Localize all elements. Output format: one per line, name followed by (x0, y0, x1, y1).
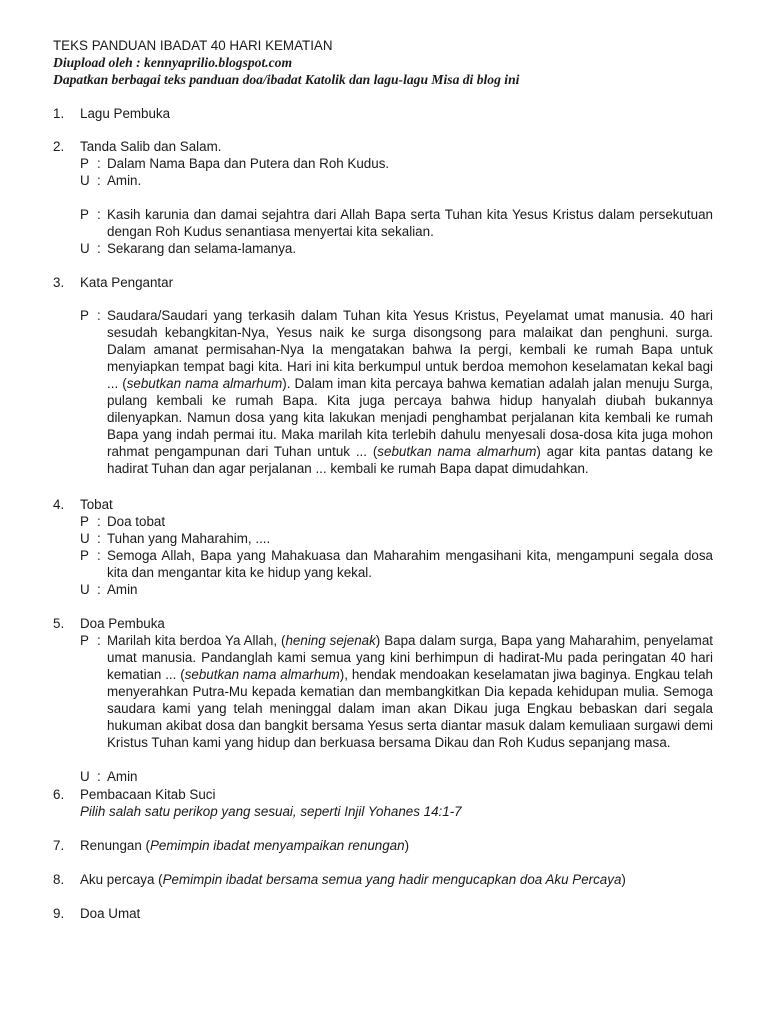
section-number: 5. (53, 616, 65, 631)
dialog-line (80, 768, 713, 785)
section-number: 2. (53, 139, 65, 154)
section-doa-pembuka (53, 615, 713, 787)
speaker-label: P (80, 633, 89, 648)
line-text: Doa tobat (107, 514, 166, 529)
section-number: 1. (53, 106, 65, 121)
colon: : (97, 514, 101, 529)
speaker-label: U (80, 582, 90, 597)
text-run: ) Bapa dalam surga, Bapa yang Maharahim, penyelamat umat manusia. Pandanglah kami semua yang kini berhimpun di hadirat-Mu pada peringatan 40 hari kematian ... ( (107, 633, 714, 682)
section-kata-pengantar (53, 274, 713, 484)
colon: : (97, 531, 101, 546)
colon: : (97, 582, 101, 597)
line-text: Sekarang dan selama-lamanya. (107, 241, 297, 256)
text-run: ) (621, 872, 626, 887)
speaker-label: P (80, 548, 89, 563)
colon: : (97, 207, 101, 222)
section-title: Pembacaan Kitab Suci (80, 787, 216, 802)
italic-instruction: sebutkan nama almarhum (126, 376, 283, 391)
colon: : (97, 633, 101, 648)
italic-instruction: hening sejenak (285, 633, 376, 648)
section-title: Lagu Pembuka (80, 106, 171, 121)
blog-note-line: Dapatkan berbagai teks panduan doa/ibadat Katolik dan lagu-lagu Misa di blog ini (53, 72, 520, 87)
text-run: ) (404, 838, 410, 853)
dialog-line (80, 632, 713, 768)
section-number: 8. (53, 872, 65, 887)
dialog-line (80, 530, 713, 547)
line-text: Amin (107, 769, 138, 784)
text-run: ). Dalam iman kita percaya bahwa kematian adalah jalan menuju Surga, pulang kembali ke rumah Bapa. Kita juga percaya bahwa hidup hanyalah diubah bukannya dilenyapkan. Namun dosa yang kita lakukan menjadi penghambat perjalanan kita kembali ke rumah Bapa yang indah permai itu. Maka marilah kita terlebih dahulu menyesali dosa-dosa kita juga mohon rahmat pengampunan dari Tuhan untuk ... ( (107, 376, 714, 459)
dialog-line (80, 307, 713, 477)
dialog-line (80, 513, 713, 530)
text-run: ), hendak mendoakan keselamatan jiwa baginya. Engkau telah menyerahkan Putra-Mu kepada kematian dan membangkitkan Dia kepada kehidupan mulia. Semoga saudara kami yang telah meninggal dalam iman akan Dikau juga Engkau bebaskan dari segala hukuman akibat dosa dan bangkit bersama Yesus serta diantar masuk dalam kemuliaan surgawi demi Kristus Tuhan kami yang hidup dan berkuasa bersama Dikau dan Roh Kudus sepanjang masa. (107, 667, 713, 750)
colon: : (97, 769, 101, 784)
section-title (80, 871, 626, 888)
section-number: 4. (53, 497, 65, 512)
section-lagu-pembuka (53, 105, 713, 122)
italic-instruction: Pemimpin ibadat bersama semua yang hadir mengucapkan doa Aku Percaya (162, 872, 622, 887)
line-text: Dalam Nama Bapa dan Putera dan Roh Kudus. (107, 156, 390, 171)
text-run: Renungan ( (80, 838, 150, 853)
text-run: Saudara/Saudari yang terkasih dalam Tuhan kita Yesus Kristus, Peyelamat umat manusia. 40 hari sesudah kebangkitan-Nya, Yesus naik ke surga disongsong para malaikat dan penghuni. surga. Dalam amanat permisahan-Nya Ia mengatakan bahwa Ia pergi, kembali ke rumah Bapa untuk menyiapkan tempat bagi kita. Hari ini kita berkumpul untuk berdoa memohon keselamatan kekal bagi ... ( (107, 308, 713, 391)
text-run: Marilah kita berdoa Ya Allah, ( (107, 633, 286, 648)
section-title: Doa Pembuka (80, 616, 165, 631)
speaker-label: P (80, 207, 89, 222)
colon: : (97, 173, 101, 188)
italic-instruction: sebutkan nama almarhum (184, 667, 340, 682)
dialog-line (80, 206, 713, 240)
line-text: Amin (107, 582, 138, 597)
line-text: Semoga Allah, Bapa yang Mahakuasa dan Maharahim mengasihani kita, mengampuni segala dosa kita dan mengantar kita ke hidup yang kekal. (107, 548, 713, 580)
line-text: Kasih karunia dan damai sejahtra dari Allah Bapa serta Tuhan kita Yesus Kristus dalam persekutuan dengan Roh Kudus senantiasa menyertai kita sekalian. (107, 207, 713, 239)
dialog-line (80, 172, 713, 189)
speaker-label: U (80, 769, 90, 784)
section-title (80, 837, 409, 854)
dialog-line (80, 155, 713, 172)
speaker-label: P (80, 308, 89, 323)
line-text: Amin. (107, 173, 142, 188)
line-text: Tuhan yang Maharahim, .... (107, 531, 271, 546)
speaker-label: P (80, 514, 89, 529)
section-pembacaan-kitab-suci (53, 786, 713, 820)
speaker-label: P (80, 156, 89, 171)
section-tanda-salib (53, 138, 713, 258)
section-title: Doa Umat (80, 906, 141, 921)
colon: : (97, 548, 101, 563)
speaker-label: U (80, 241, 90, 256)
uploader-line: Diupload oleh : kennyaprilio.blogspot.com (53, 55, 293, 70)
section-tobat (53, 496, 713, 601)
dialog-line (80, 240, 713, 257)
section-number: 9. (53, 906, 65, 921)
line-text (107, 307, 713, 477)
colon: : (97, 241, 101, 256)
section-doa-umat (53, 905, 713, 922)
section-renungan (53, 837, 713, 854)
dialog-line (80, 581, 713, 598)
text-run: Aku percaya ( (80, 872, 163, 887)
section-number: 3. (53, 275, 65, 290)
speaker-label: U (80, 173, 90, 188)
dialog-line (80, 547, 713, 581)
line-text (107, 632, 713, 751)
document-title: TEKS PANDUAN IBADAT 40 HARI KEMATIAN (53, 38, 333, 53)
speaker-label: U (80, 531, 90, 546)
italic-instruction: sebutkan nama almarhum (377, 444, 537, 459)
italic-instruction: Pemimpin ibadat menyampaikan renungan (149, 838, 405, 853)
section-number: 7. (53, 838, 65, 853)
section-title: Tobat (80, 497, 113, 512)
section-number: 6. (53, 787, 65, 802)
text-run: ) agar kita pantas datang ke hadirat Tuhan dan agar perjalanan ... kembali ke rumah Bapa dapat dimudahkan. (107, 444, 713, 476)
colon: : (97, 156, 101, 171)
section-aku-percaya (53, 871, 713, 888)
colon: : (97, 308, 101, 323)
section-note: Pilih salah satu perikop yang sesuai, seperti Injil Yohanes 14:1-7 (80, 804, 462, 819)
section-title: Kata Pengantar (80, 275, 174, 290)
section-title: Tanda Salib dan Salam. (80, 139, 222, 154)
